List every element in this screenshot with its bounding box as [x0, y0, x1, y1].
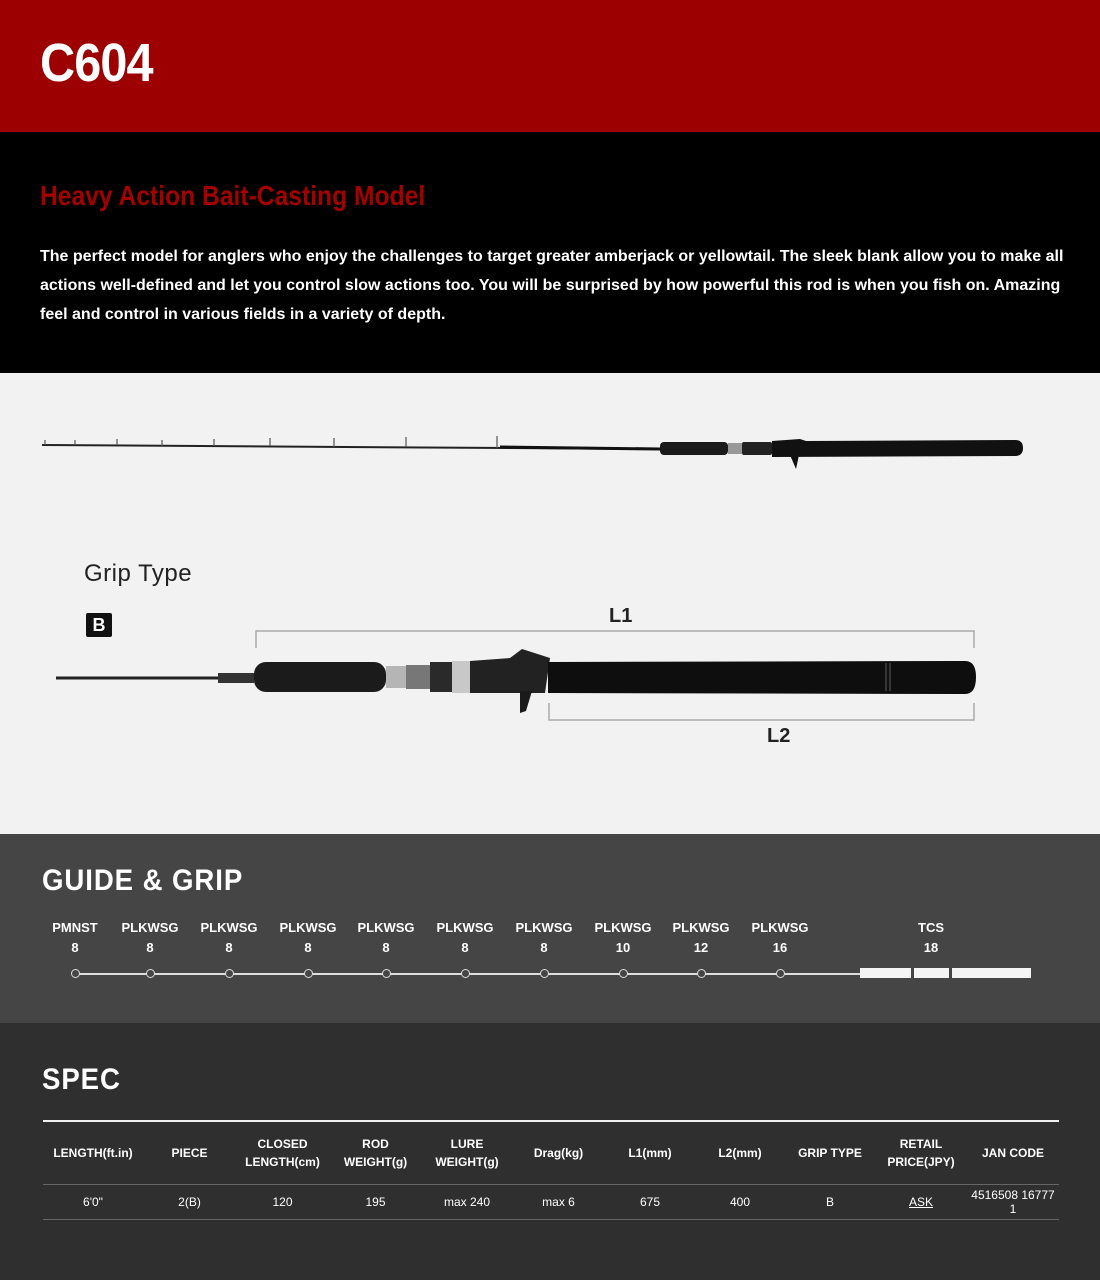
spec-column-header: JAN CODE	[981, 1145, 1044, 1160]
spec-column-header: PIECE	[171, 1145, 208, 1160]
spec-column-header: LURE WEIGHT(g)	[435, 1136, 499, 1169]
guide-item	[578, 918, 668, 958]
guide-dot	[461, 969, 470, 978]
guide-name: PLKWSG	[515, 920, 573, 935]
l1-label: L1	[609, 605, 633, 627]
spec-cell: B	[785, 1184, 875, 1219]
model-subtitle: Heavy Action Bait-Casting Model	[40, 180, 426, 211]
guide-size: 10	[615, 940, 631, 955]
guide-dot	[382, 969, 391, 978]
guide-dot	[697, 969, 706, 978]
l2-label: L2	[767, 725, 791, 747]
guide-size: 8	[461, 940, 469, 955]
spec-cell: max 6	[512, 1184, 605, 1219]
full-rod-image	[42, 436, 1023, 469]
page-title: C604	[40, 33, 153, 93]
spec-cell: 4516508 16777 1	[967, 1184, 1059, 1219]
grip-type-title: Grip Type	[84, 560, 193, 587]
spec-section	[0, 1023, 1100, 1280]
spec-cell: 195	[329, 1184, 422, 1219]
spec-cell: 6'0"	[43, 1184, 143, 1219]
spec-cell: 400	[695, 1184, 785, 1219]
spec-title: SPEC	[42, 1063, 121, 1096]
guide-item	[420, 918, 510, 958]
spec-column-header: LENGTH(ft.in)	[53, 1145, 133, 1160]
guide-dot	[71, 969, 80, 978]
seat-item	[886, 918, 976, 958]
guide-dot	[304, 969, 313, 978]
seat-name: TCS	[918, 920, 944, 935]
rod-visual-section	[0, 373, 1100, 834]
rod-illustration	[0, 373, 1100, 834]
guide-name: PLKWSG	[672, 920, 730, 935]
spec-column-header: L2(mm)	[718, 1145, 762, 1160]
guide-dot	[619, 969, 628, 978]
model-description: The perfect model for anglers who enjoy the challenges to target greater amberjack or yellowtail. The sleek blank allow you to make all actions well-defined and let you control slow actions too. You will be surprised by how powerful this rod is when you fish on. Amazing feel and control in various fields in a variety of depth.	[40, 248, 1064, 323]
guide-name: PLKWSG	[751, 920, 809, 935]
spec-cell: 675	[605, 1184, 695, 1219]
guide-name: PLKWSG	[594, 920, 652, 935]
seat-segment	[860, 968, 911, 978]
spec-column-header: RETAIL PRICE(JPY)	[887, 1136, 955, 1169]
seat-segment	[914, 968, 949, 978]
guide-item	[656, 918, 746, 958]
guide-dot	[776, 969, 785, 978]
guide-name: PLKWSG	[121, 920, 179, 935]
spec-header-row	[43, 1121, 1059, 1184]
grip-type-badge: B	[86, 613, 112, 637]
guide-size: 8	[146, 940, 154, 955]
guide-grip-section	[0, 834, 1100, 1023]
ask-price-link[interactable]: ASK	[908, 1194, 933, 1209]
guide-dot	[540, 969, 549, 978]
guide-dot	[225, 969, 234, 978]
guide-dot	[146, 969, 155, 978]
guide-item	[341, 918, 431, 958]
price-cell	[875, 1184, 967, 1219]
guide-name: PLKWSG	[357, 920, 415, 935]
spec-column-header: GRIP TYPE	[798, 1145, 862, 1160]
guide-size: 12	[693, 940, 709, 955]
spec-cell: 2(B)	[143, 1184, 236, 1219]
guide-name: PMNST	[52, 920, 98, 935]
guide-size: 16	[772, 940, 788, 955]
guide-size: 8	[540, 940, 548, 955]
spec-column-header: CLOSED LENGTH(cm)	[245, 1136, 320, 1169]
guide-name: PLKWSG	[279, 920, 337, 935]
guide-item	[735, 918, 825, 958]
guide-size: 8	[225, 940, 233, 955]
spec-cell: max 240	[422, 1184, 512, 1219]
guide-item	[499, 918, 589, 958]
spec-column-header: L1(mm)	[628, 1145, 672, 1160]
grip-closeup-image	[56, 631, 976, 720]
spec-column-header: ROD WEIGHT(g)	[343, 1136, 408, 1169]
guide-size: 8	[382, 940, 390, 955]
guide-name: PLKWSG	[200, 920, 258, 935]
page-header	[0, 0, 1100, 132]
spec-column-header: Drag(kg)	[533, 1145, 584, 1160]
guide-name: PLKWSG	[436, 920, 494, 935]
seat-segment	[952, 968, 1031, 978]
guide-size: 8	[71, 940, 79, 955]
table-row	[43, 1184, 1059, 1219]
spec-cell: 120	[236, 1184, 329, 1219]
guide-item	[184, 918, 274, 958]
seat-size: 18	[923, 940, 939, 955]
spec-table	[43, 1120, 1059, 1220]
guide-grip-title: GUIDE & GRIP	[42, 864, 244, 897]
guide-item	[263, 918, 353, 958]
guide-item	[105, 918, 195, 958]
guide-size: 8	[304, 940, 312, 955]
intro-section	[0, 132, 1100, 373]
